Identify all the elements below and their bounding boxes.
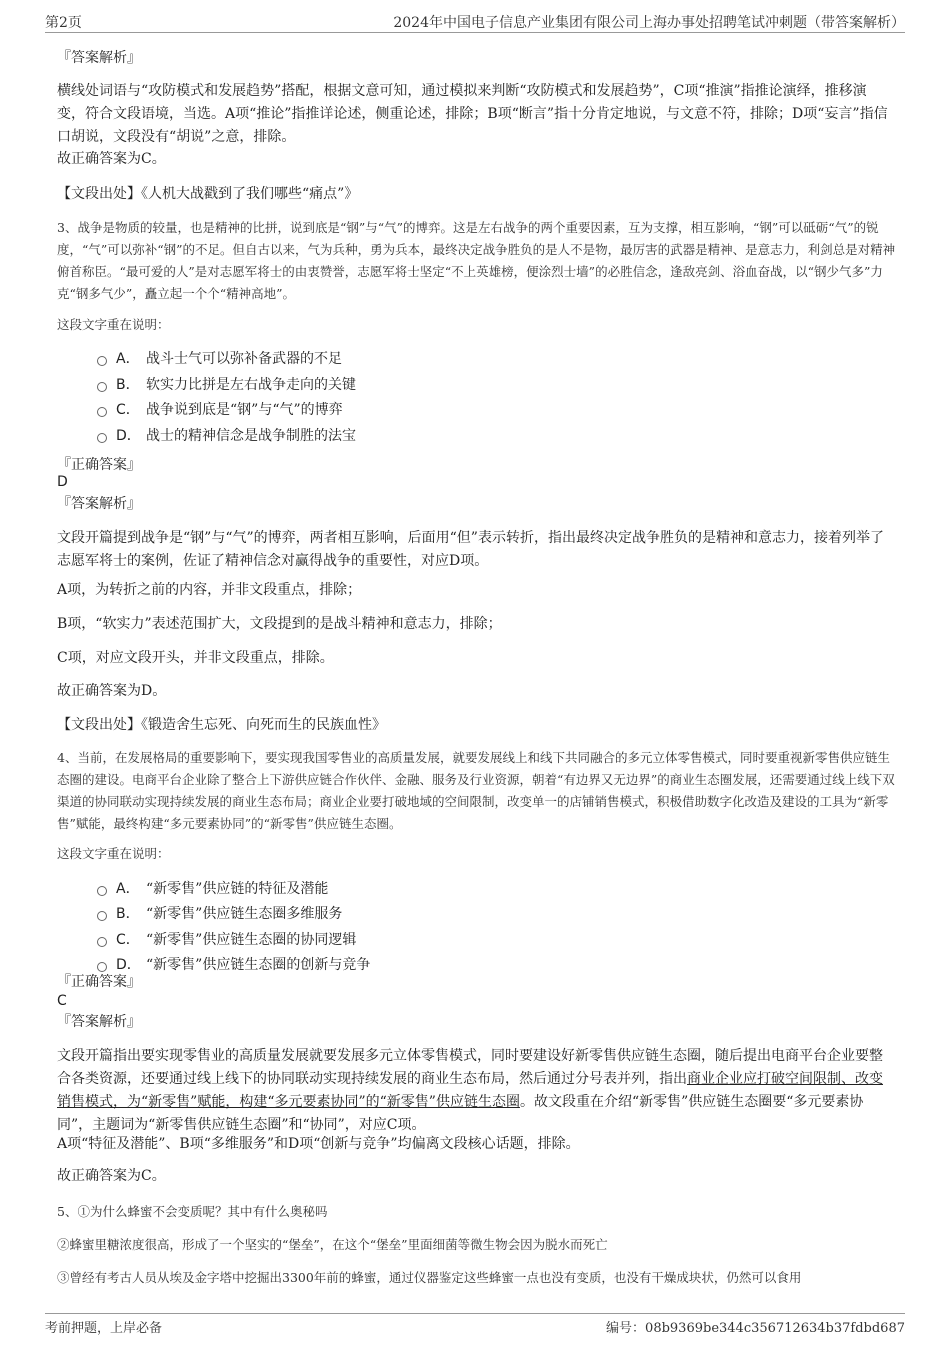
- option-key: D．: [116, 428, 141, 444]
- radio-button[interactable]: [97, 911, 107, 921]
- q4-correct-label: 『正确答案』: [57, 974, 141, 990]
- q3-option-a[interactable]: [97, 349, 342, 369]
- q4-analysis: [57, 1045, 893, 1137]
- q3-analysis-label: 『答案解析』: [57, 496, 141, 512]
- q3-note-a: A项，为转折之前的内容，并非文段重点，排除；: [57, 582, 362, 598]
- q5-sentence-2: ②蜂蜜里糖浓度很高，形成了一个坚实的“堡垒”，在这个“堡垒”里面细菌等微生物会因为脱水而死亡: [57, 1237, 608, 1252]
- q4-analysis-pre: 文段开篇指出要实现零售业的高质量发展就要发展多元立体零售模式，同时要建设好新零售供应链生态圈，随后提出电商平台企业要整合各类资源，还要通过线上线下的协同联动实现持续发展的商业生态布局，然后通过分号表并列，指出: [57, 1048, 883, 1087]
- q3-passage: 3、战争是物质的较量，也是精神的比拼，说到底是“钢”与“气”的博弈。这是左右战争的两个重要因素，互为支撑，相互影响，“钢”可以砥砺“气”的锐度，“气”可以弥补“钢”的不足。但自古以来，气为兵种，勇为兵本，最终决定战争胜负的是人不是物，最厉害的武器是精神、是意志力，利剑总是对精神俯首称臣。“最可爱的人”是对志愿军将士的由衷赞誉，志愿军将士坚定“不上英雄榜，便涂烈士墙”的必胜信念，逢敌亮剑、浴血奋战，以“钢少气多”力克“钢多气少”，矗立起一个个“精神高地”。: [57, 220, 896, 301]
- q3-option-d[interactable]: [97, 426, 356, 446]
- q3-prompt: 这段文字重在说明：: [57, 317, 170, 332]
- q2-analysis-label: 『答案解析』: [57, 50, 141, 66]
- document-id: 编号：08b9369be344c356712634b37fdbd687: [606, 1321, 905, 1336]
- option-key: D．: [116, 957, 141, 973]
- radio-button[interactable]: [97, 962, 107, 972]
- page-number: 第2页: [45, 15, 82, 31]
- radio-button[interactable]: [97, 407, 107, 417]
- q4-analysis-label: 『答案解析』: [57, 1014, 141, 1030]
- option-text: 战斗士气可以弥补备武器的不足: [146, 351, 342, 367]
- q4-option-a[interactable]: [97, 879, 328, 899]
- option-text: “新零售”供应链生态圈的创新与竞争: [146, 957, 371, 973]
- option-key: C．: [116, 932, 140, 948]
- q3-option-b[interactable]: [97, 375, 356, 395]
- page-footer: [45, 1313, 905, 1336]
- q2-source: 【文段出处】《人机大战戳到了我们哪些“痛点”》: [57, 186, 359, 202]
- option-text: “新零售”供应链生态圈多维服务: [146, 906, 343, 922]
- q5-title: 5、①为什么蜂蜜不会变质呢？其中有什么奥秘吗: [57, 1204, 328, 1219]
- q3-note-c: C项，对应文段开头，并非文段重点，排除。: [57, 650, 334, 666]
- q4-option-c[interactable]: [97, 930, 356, 950]
- radio-button[interactable]: [97, 886, 107, 896]
- q3-note-b: B项，“软实力”表述范围扩大，文段提到的是战斗精神和意志力，排除；: [57, 616, 502, 632]
- q4-prompt: 这段文字重在说明：: [57, 846, 170, 861]
- q4-option-b[interactable]: [97, 904, 342, 924]
- option-text: “新零售”供应链的特征及潜能: [146, 881, 329, 897]
- q4-note: A项“特征及潜能”、B项“多维服务”和D项“创新与竞争”均偏离文段核心话题，排除。: [57, 1136, 580, 1152]
- q3-option-c[interactable]: [97, 400, 343, 420]
- option-key: C．: [116, 402, 140, 418]
- q3-source: 【文段出处】《锻造舍生忘死、向死而生的民族血性》: [57, 717, 386, 733]
- radio-button[interactable]: [97, 356, 107, 366]
- q4-answer: C: [57, 993, 67, 1009]
- option-text: 软实力比拼是左右战争走向的关键: [146, 377, 356, 393]
- option-text: 战士的精神信念是战争制胜的法宝: [146, 428, 356, 444]
- q5-sentence-3: ③曾经有考古人员从埃及金字塔中挖掘出3300年前的蜂蜜，通过仪器鉴定这些蜂蜜一点也没有变质，也没有干燥成块状，仍然可以食用: [57, 1270, 802, 1285]
- radio-button[interactable]: [97, 937, 107, 947]
- option-key: B．: [116, 906, 140, 922]
- page-header: [45, 10, 905, 33]
- option-text: “新零售”供应链生态圈的协同逻辑: [146, 932, 357, 948]
- q4-analysis-underlined: 商业企业应打破空间限制、改变销售模式，为“新零售”赋能，构建“多元要素协同”的“新零售”供应链生态圈: [57, 1071, 883, 1110]
- q3-analysis: 文段开篇提到战争是“钢”与“气”的博弈，两者相互影响，后面用“但”表示转折，指出最终决定战争胜负的是精神和意志力，接着列举了志愿军将士的案例，佐证了精神信念对赢得战争的重要性，对应D项。: [57, 530, 884, 569]
- option-text: 战争说到底是“钢”与“气”的博弈: [146, 402, 343, 418]
- q3-conclusion: 故正确答案为D。: [57, 683, 167, 699]
- q4-conclusion: 故正确答案为C。: [57, 1168, 166, 1184]
- footer-slogan: 考前押题，上岸必备: [45, 1321, 163, 1336]
- option-key: B．: [116, 377, 140, 393]
- q2-analysis: 横线处词语与“攻防模式和发展趋势”搭配，根据文意可知，通过模拟来判断“攻防模式和发展趋势”，C项“推演”指推论演绎，推移演变，符合文段语境，当选。A项“推论”指推详论述，侧重论述，排除；B项“断言”指十分肯定地说，与文意不符，排除；D项“妄言”指信口胡说，文段没有“胡说”之意，排除。: [57, 83, 888, 145]
- q4-analysis-post: 。故文段重在介绍“新零售”供应链生态圈要“多元要素协同”，主题词为“新零售供应链生态圈”和“协同”，对应C项。: [57, 1094, 864, 1133]
- q3-answer: D: [57, 474, 68, 490]
- document-title: 2024年中国电子信息产业集团有限公司上海办事处招聘笔试冲刺题（带答案解析）: [393, 15, 905, 31]
- option-key: A．: [116, 881, 140, 897]
- radio-button[interactable]: [97, 382, 107, 392]
- option-key: A．: [116, 351, 140, 367]
- q2-conclusion: 故正确答案为C。: [57, 151, 166, 167]
- q3-correct-label: 『正确答案』: [57, 457, 141, 473]
- q4-passage: 4、当前，在发展格局的重要影响下，要实现我国零售业的高质量发展，就要发展线上和线下共同融合的多元立体零售模式，同时要重视新零售供应链生态圈的建设。电商平台企业除了整合上下游供应链合作伙伴、金融、服务及行业资源，朝着“有边界又无边界”的商业生态圈发展，还需要通过线上线下双渠道的协同联动实现持续发展的商业生态布局；商业企业要打破地域的空间限制，改变单一的店铺销售模式，积极借助数字化改造及建设的工具为“新零售”赋能，最终构建“多元要素协同”的“新零售”供应链生态圈。: [57, 750, 895, 831]
- radio-button[interactable]: [97, 433, 107, 443]
